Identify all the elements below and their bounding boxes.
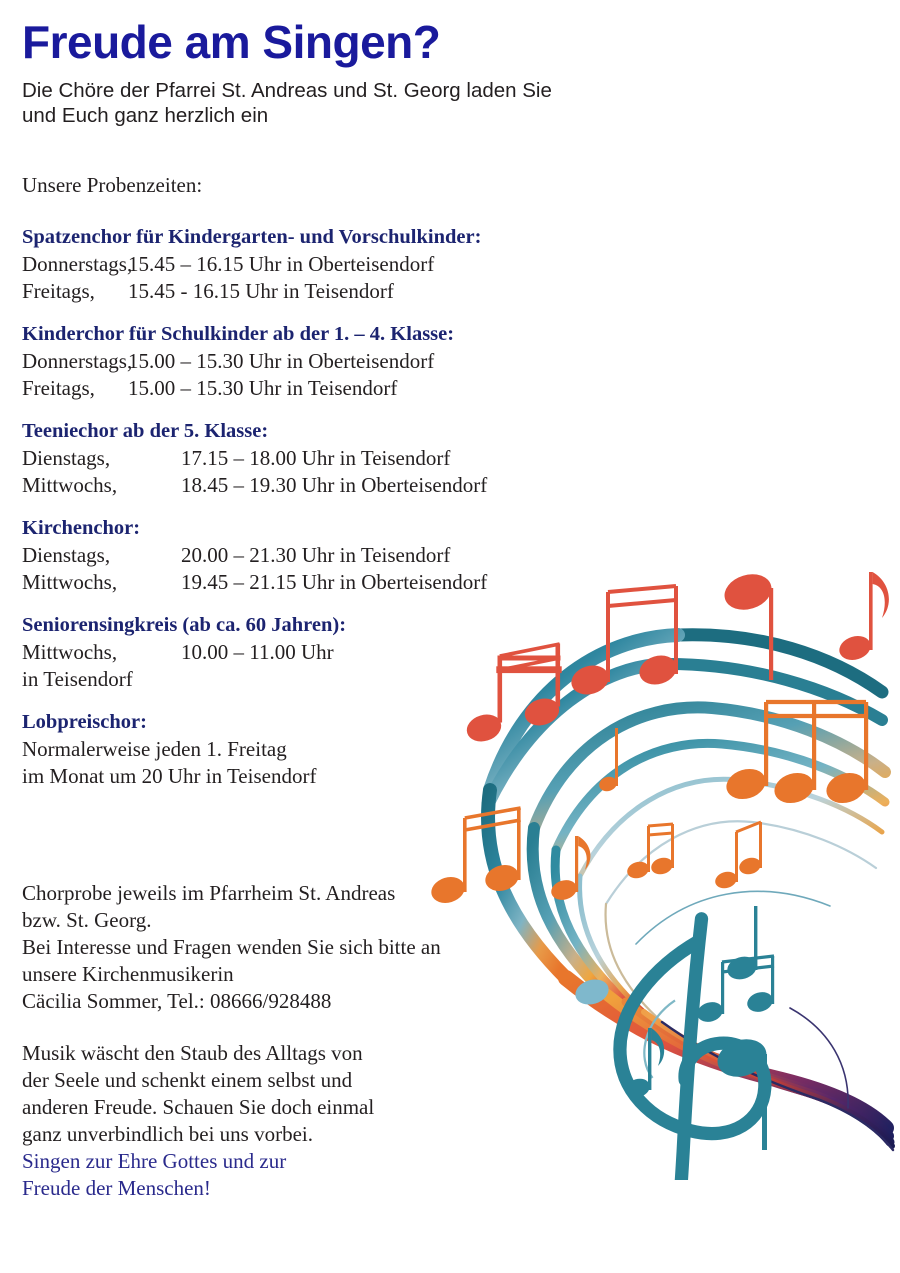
schedule-time: 20.00 – 21.30 Uhr in Teisendorf [181,543,451,567]
choir-heading: Lobpreischor: [22,711,147,733]
closing-accent-line: Singen zur Ehre Gottes und zur [22,1149,287,1173]
schedule-extra-line: Normalerweise jeden 1. Freitag [22,737,287,761]
closing-line: anderen Freude. Schauen Sie doch einmal [22,1095,375,1119]
schedule-row [22,348,722,375]
schedule-row [22,569,722,596]
schedule-day: Mittwochs, [22,473,118,497]
schedule-row [22,445,722,472]
schedule-day: Dienstags, [22,543,111,567]
closing-line: Musik wäscht den Staub des Alltags von [22,1041,363,1065]
choir-heading: Seniorensingkreis (ab ca. 60 Jahren): [22,614,347,636]
schedule-time: 15.45 – 16.15 Uhr in Oberteisendorf [128,252,435,276]
schedule-time: 15.45 - 16.15 Uhr in Teisendorf [128,279,394,303]
contact-line: Bei Interesse und Fragen wenden Sie sich bitte an [22,935,441,959]
subtitle-line: und Euch ganz herzlich ein [22,104,269,127]
schedule-day: Mittwochs, [22,570,118,594]
intro-text: Unsere Probenzeiten: [22,173,203,197]
schedule-time: 10.00 – 11.00 Uhr [181,640,334,664]
schedule-day: Freitags, [22,279,95,303]
subtitle-line: Die Chöre der Pfarrei St. Andreas und St. Georg laden Sie [22,79,552,102]
choir-heading: Kinderchor für Schulkinder ab der 1. – 4. Klasse: [22,323,455,345]
schedule-row [22,375,722,402]
schedule-day: Mittwochs, [22,640,118,664]
choir-heading: Teeniechor ab der 5. Klasse: [22,420,269,442]
contact-phone-line: Cäcilia Sommer, Tel.: 08666/928488 [22,989,332,1013]
schedule-day: Donnerstags, [22,349,133,373]
closing-accent-line: Freude der Menschen! [22,1176,211,1200]
contact-line: bzw. St. Georg. [22,908,152,932]
choir-group-kirchenchor [22,515,722,596]
schedule-day: Dienstags, [22,446,111,470]
closing-message [22,1040,582,1202]
choir-group-spatzenchor [22,224,722,305]
schedule-day: Freitags, [22,376,95,400]
choir-heading: Kirchenchor: [22,517,141,539]
contact-info [22,880,582,1015]
schedule-time: 19.45 – 21.15 Uhr in Oberteisendorf [181,570,488,594]
subtitle [22,78,762,128]
schedule-row [22,542,722,569]
choir-group-kinderchor [22,321,722,402]
closing-line: der Seele und schenkt einem selbst und [22,1068,353,1092]
rehearsal-schedule [22,224,722,806]
choir-group-teeniechor [22,418,722,499]
schedule-time: 15.00 – 15.30 Uhr in Oberteisendorf [128,349,435,373]
choir-group-lobpreischor [22,709,722,790]
schedule-time: 17.15 – 18.00 Uhr in Teisendorf [181,446,451,470]
schedule-row [22,639,722,666]
choir-group-seniorensingkreis [22,612,722,693]
schedule-row [22,251,722,278]
contact-line: unsere Kirchenmusikerin [22,962,234,986]
schedule-day: Donnerstags, [22,252,133,276]
closing-line: ganz unverbindlich bei uns vorbei. [22,1122,314,1146]
schedule-extra-line: im Monat um 20 Uhr in Teisendorf [22,764,317,788]
contact-line: Chorprobe jeweils im Pfarrheim St. Andreas [22,881,396,905]
choir-heading: Spatzenchor für Kindergarten- und Vorschulkinder: [22,226,482,248]
schedule-extra-line: in Teisendorf [22,667,133,691]
schedule-row [22,278,722,305]
page-title: Freude am Singen? [22,16,441,68]
schedule-time: 15.00 – 15.30 Uhr in Teisendorf [128,376,398,400]
schedule-row [22,472,722,499]
schedule-time: 18.45 – 19.30 Uhr in Oberteisendorf [181,473,488,497]
